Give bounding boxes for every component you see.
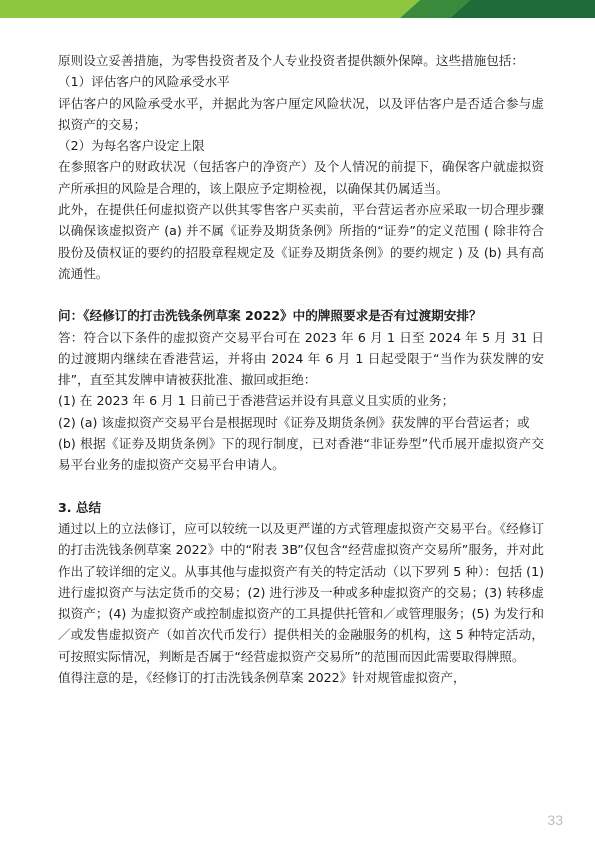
spacer	[58, 476, 544, 497]
paragraph: 此外，在提供任何虚拟资产以供其零售客户买卖前，平台营运者亦应采取一切合理步骤以确保该虚拟资产 (a) 并不属《证券及期货条例》所指的“证券”的定义范围 ( 除非符合股份及债权证的要约的招股章程规定及《证券及期货条例》的要约规定 ) 及 (b) 具有高流通性。	[58, 202, 544, 281]
qa-item-3: (b) 根据《证券及期货条例》下的现行制度，已对香港“非证券型”代币展开虚拟资产交易平台业务的虚拟资产交易平台申请人。	[58, 436, 544, 473]
header-light-stripe	[0, 0, 420, 18]
section-heading: 3. 总结	[58, 499, 102, 515]
qa-answer: 答：符合以下条件的虚拟资产交易平台可在 2023 年 6 月 1 日至 2024 年 5 月 31 日的过渡期内继续在香港营运，并将由 2024 年 6 月 1 日起受限于“当作为获发牌的安排”，直至其发牌申请被获批准、撤回或拒绝：	[58, 329, 544, 388]
header-decoration	[0, 0, 595, 18]
page-number: 33	[547, 812, 563, 828]
qa-item-2: (2) (a) 该虚拟资产交易平台是根据现时《证券及期货条例》获发牌的平台营运者；或	[58, 414, 530, 430]
summary-paragraph: 值得注意的是，《经修订的打击洗钱条例草案 2022》针对规管虚拟资产，	[58, 670, 466, 686]
paragraph: 在参照客户的财政状况（包括客户的净资产）及个人情况的前提下，确保客户就虚拟资产所承担的风险是合理的，该上限应予定期检视，以确保其仍属适当。	[58, 159, 544, 196]
list-heading-1: （1）评估客户的风险承受水平	[58, 74, 230, 90]
paragraph: 原则设立妥善措施，为零售投资者及个人专业投资者提供额外保障。这些措施包括：	[58, 53, 524, 68]
qa-question: 问：《经修订的打击洗钱条例草案 2022》中的牌照要求是否有过渡期安排？	[58, 308, 482, 324]
summary-paragraph: 通过以上的立法修订，应可以较统一以及更严谨的方式管理虚拟资产交易平台。《经修订的打击洗钱条例草案 2022》中的“附表 3B”仅包含“经营虚拟资产交易所”服务，并对此作出了较详细的定义。从事其他与虚拟资产有关的特定活动（以下罗列 5 种）：包括 (1) 进行虚拟资产与法定货币的交易；(2) 进行涉及一种或多种虚拟资产的交易；(3) 转移虚拟资产；(4) 为虚拟资产或控制虚拟资产的工具提供托管和／或管理服务；(5) 为发行和／或发售虚拟资产（如首次代币发行）提供相关的金融服务的机构，这 5 种特定活动，可按照实际情况，判断是否属于“经营虚拟资产交易所”的范围而因此需要取得牌照。	[58, 520, 544, 664]
qa-item-1: (1) 在 2023 年 6 月 1 日前已于香港营运并设有具意义且实质的业务；	[58, 393, 455, 409]
list-heading-2: （2）为每名客户设定上限	[58, 138, 205, 154]
paragraph: 评估客户的风险承受水平，并据此为客户厘定风险状况，以及评估客户是否适合参与虚拟资产的交易；	[58, 95, 544, 132]
spacer	[58, 284, 544, 305]
header-dark-stripe	[450, 0, 595, 18]
page-content	[58, 50, 544, 688]
